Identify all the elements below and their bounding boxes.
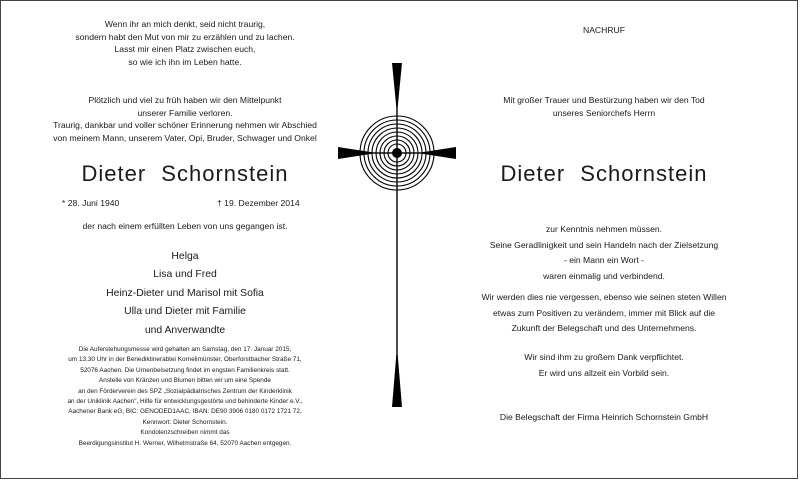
deceased-name-left: Dieter Schornstein [81, 161, 289, 186]
service-notes [10, 345, 360, 449]
note-line: an den Förderverein des SPZ „Sozialpädiatrisches Zentrum der Kinderklinik [78, 387, 292, 395]
tribute-line: zur Kenntnis nehmen müssen. [545, 224, 663, 234]
intro-line: Plötzlich und viel zu früh haben wir den Mittelpunkt [88, 95, 282, 105]
note-line: um 13.30 Uhr in der Benediktinerabtei Kornelimünster, Oberforstbacher Straße 71, [68, 356, 302, 364]
family-member: Heinz-Dieter und Marisol mit Sofia [106, 287, 264, 299]
note-line: an der Uniklinik Aachen", Hilfe für entwicklungsgestörte und behinderte Kinder e.V., [67, 398, 303, 406]
family-intro [10, 94, 360, 144]
obituary-heading: NACHRUF [582, 25, 625, 35]
intro-line: unseres Seniorchefs Herrn [552, 107, 656, 118]
tribute-line: Wir sind ihm zu großem Dank verpflichtet. [524, 352, 684, 362]
intro-line: Traurig, dankbar und voller schöner Erinnerung nehmen wir Abschied [53, 120, 317, 131]
poem-line: so wie ich ihn im Leben hatte. [128, 56, 242, 67]
poem-line: sondern habt den Mut von mir zu erzählen und zu lachen. [75, 31, 295, 42]
tribute-line: - ein Mann ein Wort - [563, 255, 645, 266]
birth-date: * 28. Juni 1940 [62, 198, 120, 208]
note-line: Beerdigungsinstitut H. Werner, Wilhelmstraße 64, 52070 Aachen entgegen. [78, 439, 292, 447]
tribute-paragraph-3 [428, 350, 780, 381]
tribute-line: Er wird uns allzeit ein Vorbild sein. [538, 367, 670, 378]
tribute-line: Seine Geradlinigkeit und sein Handeln nach der Zielsetzung [489, 239, 719, 250]
intro-line: von meinem Mann, unserem Vater, Opi, Bruder, Schwager und Onkel [53, 132, 317, 143]
family-member: Helga [171, 251, 199, 262]
company-intro [428, 94, 780, 119]
deceased-name-right: Dieter Schornstein [500, 161, 708, 186]
note-line: Aachener Bank eG, BIC: GENODED1AAC, IBAN: DE90 3906 0180 0172 1721 72, [68, 408, 302, 416]
note-line: Kennwort: Dieter Schornstein. [142, 418, 228, 426]
tribute-paragraph-1 [428, 222, 780, 284]
poem-line: Lasst mir einen Platz zwischen euch, [114, 44, 256, 55]
death-date: † 19. Dezember 2014 [217, 198, 300, 208]
tribute-line: etwas zum Positiven zu verändern, immer mit Blick auf die [492, 307, 716, 318]
tribute-line: waren einmalig und verbindend. [543, 270, 665, 281]
intro-line: unserer Familie verloren. [137, 107, 233, 118]
after-text: der nach einem erfüllten Leben von uns gegangen ist. [82, 221, 288, 231]
company-signature: Die Belegschaft der Firma Heinrich Schornstein GmbH [499, 412, 709, 422]
tribute-paragraph-2 [428, 290, 780, 337]
poem [10, 18, 360, 68]
note-line: Die Auferstehungsmesse wird gehalten am Samstag, den 17. Januar 2015, [78, 346, 292, 353]
family-member: Ulla und Dieter mit Familie [124, 306, 246, 318]
family-members [10, 248, 360, 340]
intro-line: Mit großer Trauer und Bestürzung haben wir den Tod [503, 95, 705, 105]
note-line: Anstelle von Kränzen und Blumen bitten wir um eine Spende [99, 377, 271, 385]
family-member: und Anverwandte [144, 324, 226, 336]
family-member: Lisa und Fred [153, 269, 217, 281]
poem-line: Wenn ihr an mich denkt, seid nicht traurig, [104, 19, 266, 29]
note-line: 52076 Aachen. Die Urnenbeisetzung findet im engsten Familienkreis statt. [80, 366, 290, 374]
tribute-line: Zukunft der Belegschaft und des Unternehmens. [511, 323, 697, 334]
note-line: Kondolenzschreiben nimmt das [140, 429, 230, 437]
tribute-line: Wir werden dies nie vergessen, ebenso wie seinen steten Willen [481, 292, 727, 302]
